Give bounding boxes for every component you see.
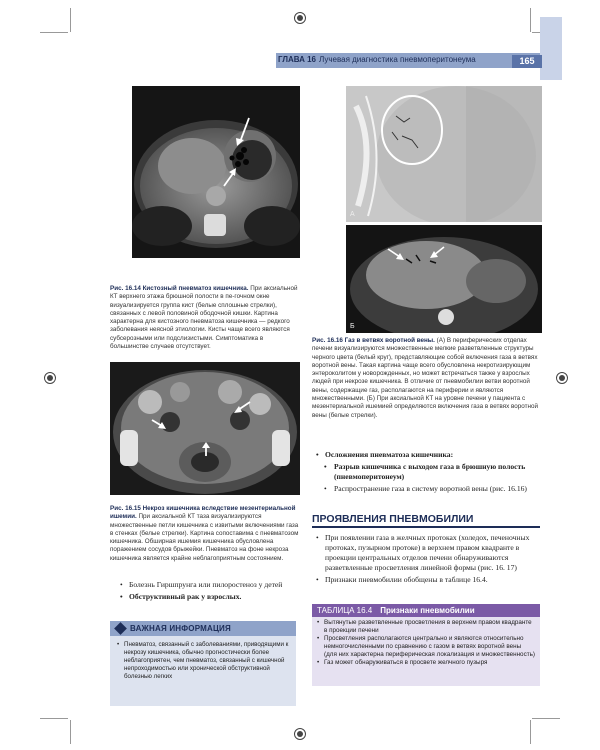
list-item bbox=[316, 484, 540, 494]
figure-16-16-panel-a bbox=[346, 86, 542, 222]
figure-16-16-caption bbox=[312, 337, 542, 420]
list-item: • Признаки пневмобилии обобщены в таблице 16.4. bbox=[316, 575, 540, 585]
table-header bbox=[312, 604, 540, 617]
list-item-text: Разрыв кишечника с выходом газа в брюшную полость (пневмоперитонеум) bbox=[334, 462, 526, 481]
section-divider bbox=[312, 526, 540, 528]
table-row: • Вытянутые разветвленные просветления в верхнем правом квадранте в проекции печени bbox=[324, 619, 535, 635]
chapter-label: ГЛАВА 16 bbox=[278, 55, 317, 64]
important-info-box bbox=[110, 621, 296, 706]
list-item-text: Обструктивный рак у взрослых. bbox=[129, 592, 242, 601]
crop-mark bbox=[40, 32, 68, 33]
table-row: • Газ может обнаруживаться в просвете желчного пузыря bbox=[324, 659, 535, 667]
list-item bbox=[120, 592, 298, 602]
diamond-icon bbox=[114, 622, 127, 635]
registration-mark bbox=[294, 728, 306, 740]
figure-16-15-image bbox=[110, 362, 300, 495]
figure-16-16-panel-b bbox=[346, 225, 542, 333]
table-rows bbox=[312, 617, 540, 667]
panel-label-b: Б bbox=[350, 323, 355, 330]
chapter-title: Лучевая диагностика пневмоперитонеума bbox=[319, 55, 476, 64]
section-title: ПРОЯВЛЕНИЯ ПНЕВМОБИЛИИ bbox=[312, 513, 474, 525]
page-number: 165 bbox=[512, 55, 542, 68]
left-bullet-list bbox=[120, 580, 298, 604]
list-item bbox=[316, 462, 540, 482]
figure-title: Некроз кишечника вследствие мезентериальной ишемии. bbox=[110, 505, 296, 521]
figure-caption-text: При аксиальной КТ верхнего этажа брюшной полости в пе-гочном окне визуализируется группа кист (белые сплошные стрелки), связанных с левой половиной ободочной кишки. Картина характерна для кистозного пневматоза кишечника — редкого заболевания неясной этиологии. Кисты чаще всего являются субсерозными или подслизистыми. Симптоматика в большинстве случаев отсутствует. bbox=[110, 285, 298, 351]
figure-title: Газ в ветвях воротной вены. bbox=[344, 337, 435, 344]
info-box-title: ВАЖНАЯ ИНФОРМАЦИЯ bbox=[130, 624, 231, 633]
section-bullet-list bbox=[316, 533, 540, 587]
table-title: Признаки пневмобилии bbox=[380, 606, 475, 615]
figure-16-14-caption bbox=[110, 285, 300, 351]
panel-label-a: А bbox=[350, 211, 355, 218]
figure-caption-text: (А) В периферических отделах печени визуализируются множественные мелкие разветвленные структуры черного цвета (белый круг), представляющие собой включения газа в ветвях воротной вены. Такая картина чаще всего обусловлена некротизирующим энтероколитом у новорожденных, но может встречаться также у взрослых людей при некрозе кишечника. В отличие от пневмобилии ветви воротной вены, содержащие газ, располагаются на периферии и являются множественными. (Б) При аксиальной КТ на уровне печени у пациента с мезентериальной ишемией определяются включения газа в ветвях воротной вены (белые стрелки). bbox=[312, 337, 538, 419]
list-item bbox=[316, 450, 540, 460]
running-header bbox=[278, 55, 476, 64]
list-item: • Болезнь Гиршпрунга или пилоростеноз у детей bbox=[120, 580, 298, 590]
figure-label: Рис. 16.16 bbox=[312, 337, 343, 344]
figure-16-14-image bbox=[132, 86, 300, 258]
crop-mark bbox=[530, 8, 531, 32]
figure-title: Кистозный пневматоз кишечника. bbox=[142, 285, 249, 292]
table-row: • Просветления располагаются центрально и являются относительно немногочисленными по сравнению с газом в ветвях воротной вены (для них характерна периферическая локализация и множественность) bbox=[324, 635, 535, 659]
registration-mark bbox=[294, 12, 306, 24]
figure-label: Рис. 16.15 bbox=[110, 505, 141, 512]
table-label: ТАБЛИЦА 16.4 bbox=[317, 606, 373, 615]
info-box-header bbox=[110, 621, 296, 636]
registration-mark bbox=[44, 372, 56, 384]
figure-label: Рис. 16.14 bbox=[110, 285, 141, 292]
crop-mark bbox=[70, 720, 71, 744]
list-item-text: Распространение газа в систему воротной вены (рис. 16.16) bbox=[334, 484, 527, 493]
figure-16-15-caption bbox=[110, 505, 300, 563]
crop-mark bbox=[40, 718, 68, 719]
crop-mark bbox=[70, 8, 71, 32]
complications-title: Осложнения пневматоза кишечника: bbox=[325, 450, 454, 459]
registration-mark bbox=[556, 372, 568, 384]
list-item: • При появлении газа в желчных протоках (холедох, печеночных протоках, пузырном протоке) в верхнем правом квадранте в проекции центральных отделов печени обнаруживаются разветвленные просветления линейной формы (рис. 16. 17) bbox=[316, 533, 540, 573]
side-tab bbox=[540, 17, 562, 80]
complications-list bbox=[316, 450, 540, 496]
info-box-text: • Пневматоз, связанный с заболеваниями, приводящими к некрозу кишечника, обычно прогностически более неблагоприятен, чем пневматоз, связанный с кишечной непроходимостью или хронической обструктивной болезнью легких bbox=[110, 636, 296, 681]
table-16-4 bbox=[312, 604, 540, 686]
crop-mark bbox=[530, 720, 531, 744]
figure-caption-text: При аксиальной КТ таза визуализируются множественные петли кишечника с извитыми включениями газа в стенках (белые стрелки). Картина сопоставима с пневматозом кишечника. Обширная ишемия кишечника обусловлена поражением сосудов брыжейки. Пневматоз на фоне некроза кишечника является крайне неблагоприятным состоянием. bbox=[110, 513, 299, 562]
crop-mark bbox=[532, 718, 560, 719]
